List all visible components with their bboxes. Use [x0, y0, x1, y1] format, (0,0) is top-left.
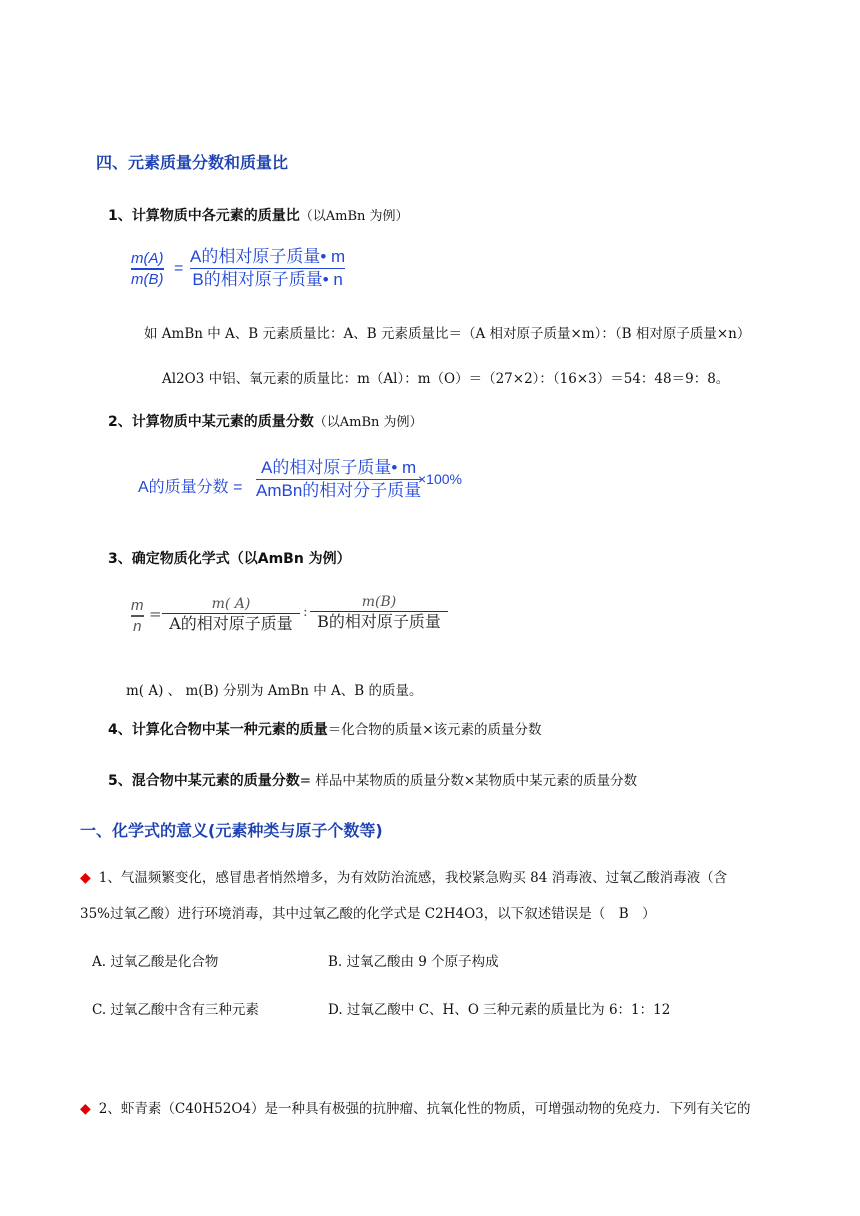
question-2-line-1	[80, 1097, 751, 1117]
question-2-text-1: 2、虾青素（C40H52O4）是一种具有极强的抗肿瘤、抗氧化性的物质，可增强动物的免疫力．下列有关它的	[98, 1101, 751, 1117]
question-1-line-2: 35%过氧乙酸）进行环境消毒，其中过氧乙酸的化学式是 C2H4O3，以下叙述错误是（ B ）	[80, 906, 656, 922]
formula-1-lhs-den: m(B)	[131, 270, 164, 288]
formula-1-lhs-num: m(A)	[131, 250, 164, 267]
question-1-option-a: A. 过氧乙酸是化合物	[92, 954, 219, 970]
item-4	[108, 718, 542, 739]
formula-2-tail: ×100%	[418, 471, 462, 487]
item-5	[108, 769, 637, 790]
question-1-line-1	[80, 866, 727, 886]
section-heading-1: 一、化学式的意义(元素种类与原子个数等)	[80, 821, 383, 840]
formula-3-lhs-num: m	[131, 597, 144, 614]
formula-3-a-den: A的相对原子质量	[169, 614, 293, 634]
formula-1-rhs-num: A的相对原子质量• m	[190, 247, 346, 266]
question-1-text-1: 1、气温频繁变化，感冒患者悄然增多，为有效防治流感，我校紧急购买 84 消毒液、过氧乙酸消毒液（含	[98, 870, 728, 886]
item-1-title: 1、计算物质中各元素的质量比	[108, 208, 300, 224]
item-2-note: （以AmBn 为例）	[313, 415, 423, 430]
formula-2-lhs: A的质量分数 =	[138, 479, 243, 496]
formula-1-rhs	[190, 247, 345, 289]
question-1-option-b: B. 过氧乙酸由 9 个原子构成	[328, 954, 499, 970]
formula-3-colon: :	[303, 604, 308, 620]
item-4-text: ＝化合物的质量×该元素的质量分数	[327, 722, 542, 738]
item-1-line-2: Al2O3 中铝、氧元素的质量比：m（Al）：m（O）＝（27×2）：（16×3）＝54：48＝9：8。	[162, 371, 730, 387]
item-1-note: （以AmBn 为例）	[299, 209, 409, 224]
formula-2-den: AmBn的相对分子质量	[256, 480, 422, 500]
item-3-heading: 3、确定物质化学式（以AmBn 为例）	[108, 551, 351, 567]
formula-3-b-den: B的相对原子质量	[317, 612, 441, 632]
formula-3-b-num: m(B)	[361, 594, 397, 610]
formula-1-rhs-den: B的相对原子质量• n	[192, 269, 343, 289]
diamond-bullet-icon: ◆	[80, 870, 91, 886]
item-5-title: 5、混合物中某元素的质量分数	[108, 773, 300, 789]
item-1-line-1: 如 AmBn 中 A、B 元素质量比：A、B 元素质量比＝（A 相对原子质量×m）：（B 相对原子质量×n）	[144, 326, 751, 342]
item-4-title: 4、计算化合物中某一种元素的质量	[108, 722, 328, 738]
formula-1-lhs	[131, 250, 164, 288]
question-1-option-c: C. 过氧乙酸中含有三种元素	[92, 1002, 259, 1018]
formula-2-num: A的相对原子质量• m	[261, 458, 417, 477]
formula-3-a-num: m( A)	[211, 596, 251, 612]
diamond-bullet-icon: ◆	[80, 1101, 91, 1117]
item-2-title: 2、计算物质中某元素的质量分数	[108, 414, 314, 430]
question-1-option-d: D. 过氧乙酸中 C、H、O 三种元素的质量比为 6：1：12	[328, 1002, 671, 1018]
formula-1-equals: =	[174, 260, 184, 277]
formula-3-lhs	[131, 597, 144, 635]
item-5-text: = 样品中某物质的质量分数×某物质中某元素的质量分数	[299, 773, 638, 789]
formula-3-a	[162, 596, 300, 634]
formula-2-fraction	[256, 458, 421, 500]
item-3-line: m( A) 、 m(B) 分别为 AmBn 中 A、B 的质量。	[126, 683, 423, 699]
item-1-heading	[108, 205, 409, 225]
formula-3-equals: =	[149, 605, 162, 623]
item-2-heading	[108, 411, 423, 431]
formula-3-b	[310, 594, 448, 632]
formula-3-lhs-den: n	[133, 617, 142, 635]
section-heading-4: 四、元素质量分数和质量比	[96, 153, 289, 172]
